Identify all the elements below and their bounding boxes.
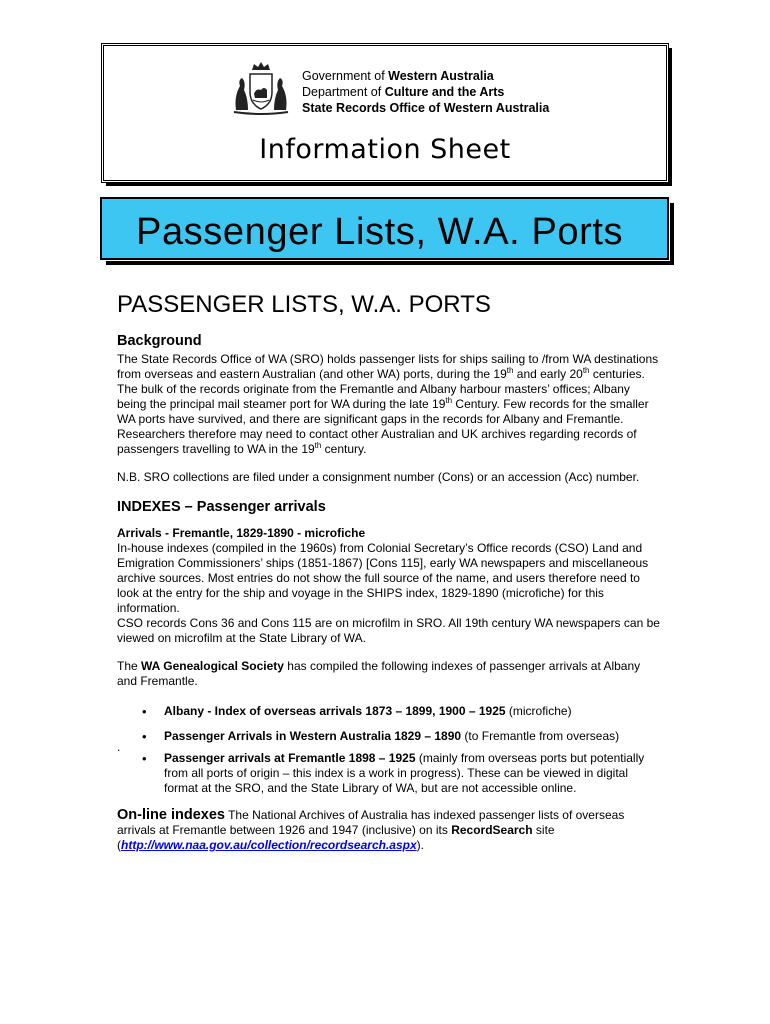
information-sheet-title: Information Sheet <box>259 134 511 165</box>
genealogical-indexes-list <box>117 704 662 796</box>
gov-line-2: Department of Culture and the Arts <box>302 85 505 99</box>
online-indexes-paragraph: On-line indexes The National Archives of Australia has indexed passenger lists of overseas arrivals at Fremantle between 1926 and 1947 (inclusive) on its RecordSearch site (http://www.naa.gov.au/collection/recordsearch.aspx). <box>117 807 625 852</box>
indexes-heading: INDEXES – Passenger arrivals <box>117 499 326 515</box>
wa-coat-of-arms-logo <box>230 60 292 118</box>
indexes-paragraph-1: In-house indexes (compiled in the 1960s) from Colonial Secretary’s Office records (CSO) Land and Emigration Commissioners’ ships (1851-1867) [Cons 115], early WA newspapers and miscellaneous archive sources. Most entries do not show the full source of the name, and users therefore need to look at the entry for the ship and voyage in the SHIPS index, 1829-1890 (microfiche) for this information. <box>117 541 649 615</box>
government-lines <box>302 68 549 116</box>
header-box <box>101 43 669 183</box>
background-heading: Background <box>117 333 202 349</box>
fremantle-arrivals-heading: Arrivals - Fremantle, 1829-1890 - microfiche <box>117 526 366 540</box>
background-paragraph-1: The State Records Office of WA (SRO) holds passenger lists for ships sailing to /from WA destinations from overseas and eastern Australian (and other WA) ports, during the 19th and early 20th centuries. The bulk of the records originate from the Fremantle and Albany harbour masters’ offices; Albany being the principal mail steamer port for WA during the late 19th Century. Few records for the smaller WA ports have survived, and there are significant gaps in the records for Albany and Fremantle. Researchers therefore may need to contact other Australian and UK archives regarding records of passengers travelling to WA in the 19th century. <box>117 352 659 456</box>
indexes-paragraph-3: The WA Genealogical Society has compiled the following indexes of passenger arrivals at Albany and Fremantle. <box>117 659 641 688</box>
gov-line-3: State Records Office of Western Australia <box>302 101 550 115</box>
list-item: • Passenger arrivals at Fremantle 1898 – 1925 (mainly from overseas ports but potentially from all ports of origin – this index is a work in progress). These can be viewed in digital format at the SRO, and the State Library of WA, but are not accessible online. <box>164 751 662 796</box>
indexes-paragraph-2: CSO records Cons 36 and Cons 115 are on microfilm in SRO. All 19th century WA newspapers can be viewed on microfilm at the State Library of WA. <box>117 616 660 645</box>
background-paragraph-2: N.B. SRO collections are filed under a consignment number (Cons) or an accession (Acc) number. <box>117 470 640 484</box>
recordsearch-link[interactable]: http://www.naa.gov.au/collection/recordsearch.aspx <box>121 838 417 852</box>
gov-line-1: Government of Western Australia <box>302 69 494 83</box>
title-banner <box>100 197 669 260</box>
list-item: • Albany - Index of overseas arrivals 1873 – 1899, 1900 – 1925 (microfiche) <box>164 704 662 719</box>
list-item: • Passenger Arrivals in Western Australia 1829 – 1890 (to Fremantle from overseas) <box>164 729 662 744</box>
banner-title: Passenger Lists, W.A. Ports <box>136 211 624 253</box>
stray-dot: . <box>117 740 121 754</box>
document-body <box>117 290 662 866</box>
page-heading: PASSENGER LISTS, W.A. PORTS <box>117 291 491 318</box>
online-indexes-heading: On-line indexes <box>117 807 225 823</box>
